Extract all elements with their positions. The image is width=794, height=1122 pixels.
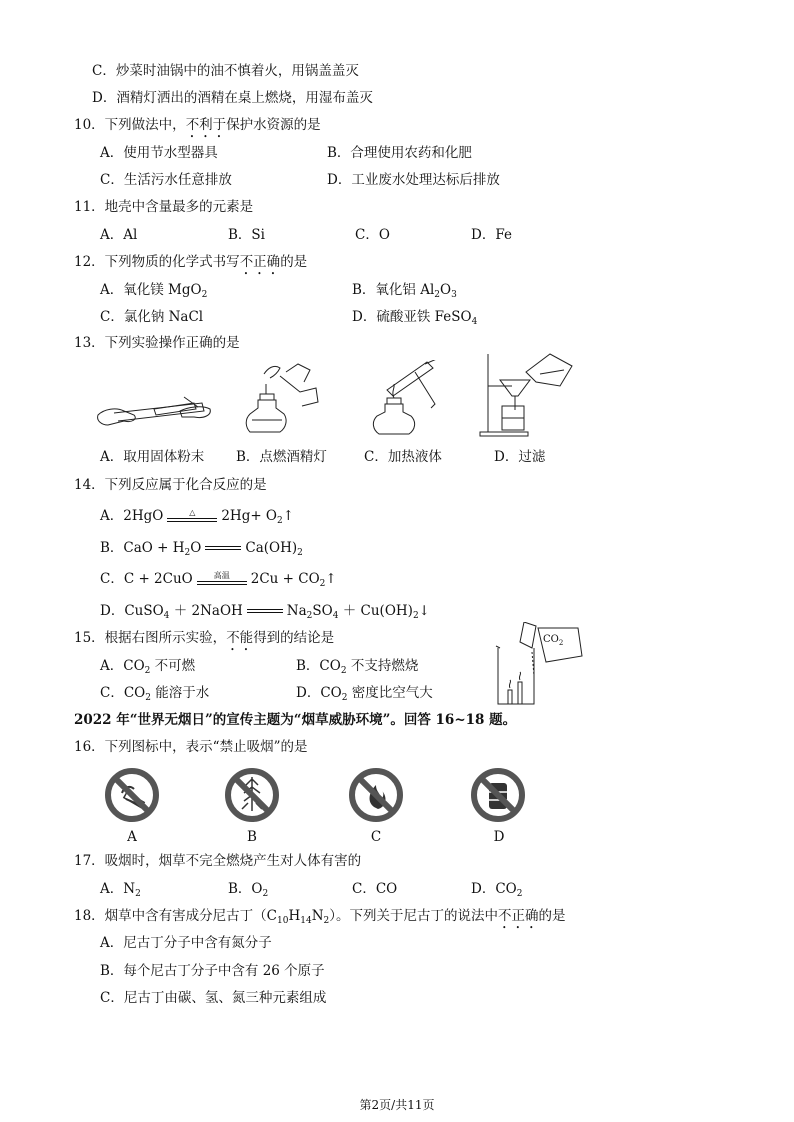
q18-option-b: B．每个尼古丁分子中含有 26 个原子 [100, 963, 325, 979]
q15-emphasis: 不能 [226, 630, 254, 646]
q14-option-b: B．CaO + $H_2O$ $Ca(OH)_2$ [100, 540, 303, 558]
q13-stem: 13．下列实验操作正确的是 [74, 335, 240, 351]
q12-emphasis: 不正确 [239, 254, 281, 270]
q14-option-a: A．2HgO △ $2Hg+ O_2↑$ [100, 507, 295, 526]
q10-emphasis: 不利于 [185, 117, 227, 133]
no-burning-drum-icon [470, 767, 526, 823]
q13-option-a: A．取用固体粉末 [100, 449, 205, 465]
q18-stem: 18．烟草中含有害成分尼古丁$(C_{10}H_{14}N_2)$。下列关于尼古丁的说法中不正确的是 [74, 908, 566, 926]
co2-pouring-experiment-illustration [488, 622, 588, 708]
reaction-condition: △ [167, 510, 217, 524]
q12-option-c: C．氯化钠 NaCl [100, 309, 204, 325]
reaction-condition: 高温 [197, 573, 247, 587]
q10-option-a: A．使用节水型器具 [100, 145, 218, 161]
q12-option-b: B．氧化铝 $Al_2O_3$ [352, 282, 457, 300]
q12-option-d: D．硫酸亚铁 FeSO$_4$ [352, 309, 478, 327]
q13-option-b: B．点燃酒精灯 [236, 449, 327, 465]
q10-option-d: D．工业废水处理达标后排放 [327, 172, 500, 188]
take-solid-powder-illustration [94, 385, 216, 435]
page-number: 第2页/共11页 [359, 1098, 435, 1112]
q16-stem: 16．下列图标中，表示“禁止吸烟”的是 [74, 739, 308, 755]
no-fireworks-icon [224, 767, 280, 823]
q17-stem: 17．吸烟时，烟草不完全燃烧产生对人体有害的 [74, 853, 362, 869]
q13-option-c: C．加热液体 [364, 449, 442, 465]
q15-option-c: C．$CO_2$ 能溶于水 [100, 685, 210, 703]
q14-stem: 14．下列反应属于化合反应的是 [74, 477, 267, 493]
light-alcohol-lamp-illustration [240, 362, 326, 434]
q15-option-b: B．$CO_2$ 不支持燃烧 [296, 658, 419, 676]
q15-stem: 15．根据右图所示实验，不能得到的结论是 [74, 630, 335, 646]
q16-option-b-label: B [247, 829, 257, 845]
q11-option-a: A．Al [100, 227, 138, 243]
no-fire-icon [348, 767, 404, 823]
q17-option-d: D．$CO_2$ [471, 881, 523, 899]
filtration-illustration [478, 352, 574, 438]
no-smoking-icon [104, 767, 160, 823]
q18-option-c: C．尼古丁由碳、氢、氮三种元素组成 [100, 990, 327, 1006]
heat-liquid-illustration [365, 360, 445, 436]
q17-option-b: B．$O_2$ [228, 881, 269, 899]
q14-option-d: D．CuSO$_4$ ＋ 2NaOH $Na_2SO_4$ ＋ $Cu(OH)_2↓$ [100, 603, 430, 621]
group-intro: 2022 年“世界无烟日”的宣传主题为“烟草威胁环境”。回答 16~18 题。 [74, 712, 517, 728]
q10-option-c: C．生活污水任意排放 [100, 172, 232, 188]
q16-option-c-label: C [370, 829, 382, 845]
q18-emphasis: 不正确 [498, 908, 539, 924]
co2-label: $CO_2$ [543, 634, 564, 647]
q13-option-d: D．过滤 [494, 449, 546, 465]
q11-stem: 11．地壳中含量最多的元素是 [74, 199, 254, 215]
q10-stem: 10．下列做法中，不利于保护水资源的是 [74, 117, 321, 133]
q11-option-b: B．Si [228, 227, 265, 243]
q15-option-a: A．$CO_2$ 不可燃 [100, 658, 196, 676]
q11-option-c: C．O [355, 227, 390, 243]
q9-option-d: D．酒精灯洒出的酒精在桌上燃烧，用湿布盖灭 [92, 90, 373, 106]
q9-option-c: C．炒菜时油锅中的油不慎着火，用锅盖盖灭 [92, 63, 359, 79]
q15-option-d: D．$CO_2$ 密度比空气大 [296, 685, 433, 703]
q18-option-a: A．尼古丁分子中含有氮分子 [100, 935, 272, 951]
q12-stem: 12．下列物质的化学式书写不正确的是 [74, 254, 308, 270]
q17-option-a: A．$N_2$ [100, 881, 141, 899]
equals-sign [205, 545, 241, 553]
q16-option-d-label: D [493, 829, 505, 845]
q16-option-a-label: A [127, 829, 137, 845]
q12-option-a: A．氧化镁 MgO$_2$ [100, 282, 208, 300]
q14-option-c: C．C + 2CuO 高温 $2Cu + CO_2↑$ [100, 570, 337, 589]
q10-option-b: B．合理使用农药和化肥 [327, 145, 472, 161]
q11-option-d: D．Fe [471, 227, 512, 243]
q17-option-c: C．CO [352, 881, 398, 897]
equals-sign [247, 608, 283, 616]
